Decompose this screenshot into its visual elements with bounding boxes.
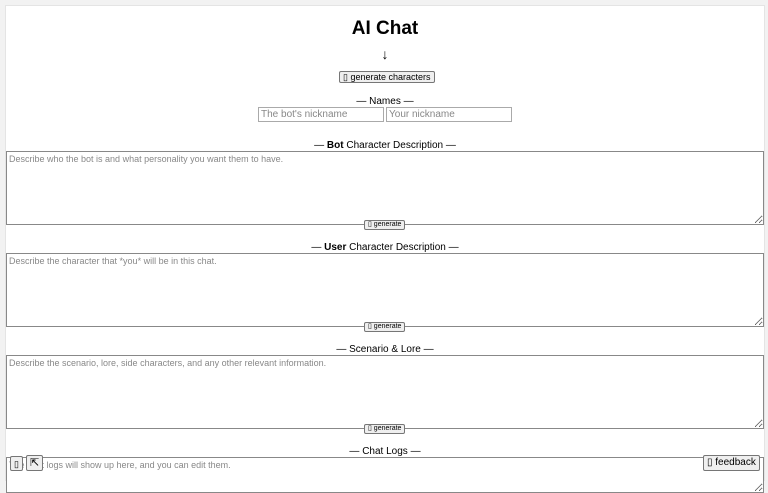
page bbox=[5, 5, 765, 481]
label-bold: Bot bbox=[326, 140, 344, 151]
label-text: Character Description — bbox=[343, 140, 456, 151]
bot-description-textarea[interactable] bbox=[6, 151, 764, 225]
bot-generate-button[interactable]: ▯ generate bbox=[364, 220, 405, 230]
user-description-textarea[interactable] bbox=[6, 253, 764, 327]
expand-button[interactable]: ⇱ bbox=[26, 455, 43, 471]
label-prefix: — bbox=[311, 242, 325, 253]
label-bold: User bbox=[324, 242, 347, 253]
settings-button[interactable]: ▯ bbox=[10, 456, 23, 471]
user-generate-button[interactable]: ▯ generate bbox=[364, 322, 405, 332]
scenario-textarea[interactable] bbox=[6, 355, 764, 429]
scenario-label: — Scenario & Lore — bbox=[336, 344, 434, 355]
chat-logs-label: — Chat Logs — bbox=[349, 446, 421, 457]
user-description-label bbox=[6, 242, 764, 253]
page-title: AI Chat bbox=[351, 18, 419, 39]
chat-logs-textarea[interactable] bbox=[6, 457, 764, 493]
user-nickname-input[interactable] bbox=[386, 107, 512, 122]
scenario-generate-button[interactable]: ▯ generate bbox=[364, 424, 405, 434]
bot-nickname-input[interactable] bbox=[258, 107, 384, 122]
feedback-button[interactable]: ▯ feedback bbox=[703, 455, 760, 471]
label-prefix: — bbox=[314, 140, 327, 151]
generate-characters-button[interactable]: ▯ generate characters bbox=[339, 71, 435, 83]
bot-description-label bbox=[6, 140, 764, 151]
label-text: Character Description — bbox=[346, 242, 459, 253]
down-arrow-icon: ↓ bbox=[381, 46, 389, 62]
names-label: — Names — bbox=[356, 96, 414, 107]
